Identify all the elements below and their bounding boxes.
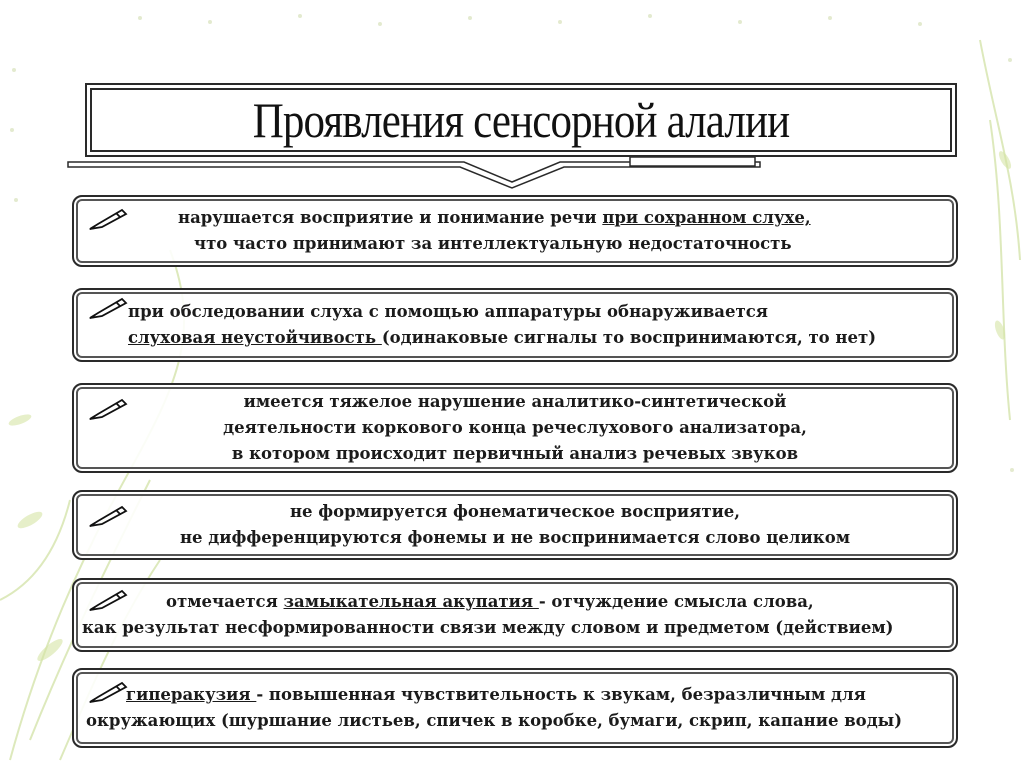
title-arrow-bar [0, 0, 1024, 200]
manifestation-item-5 [72, 578, 958, 652]
manifestation-item-2 [72, 288, 958, 362]
item-5-line-2: как результат несформированности связи между словом и предметом (действием) [82, 618, 894, 637]
item-3-line-3: в котором происходит первичный анализ речевых звуков [231, 444, 799, 463]
item-1-line-2: что часто принимают за интеллектуальную недостаточность [194, 234, 792, 253]
item-2-line-1: при обследовании слуха с помощью аппаратуры обнаруживается [128, 302, 768, 321]
manifestation-item-4 [72, 490, 958, 560]
item-1-underlined: при сохранном слухе, [602, 208, 811, 227]
item-2-underlined: слуховая неустойчивость [128, 328, 382, 347]
item-6-line-2: окружающих (шуршание листьев, спичек в коробке, бумаги, скрип, капание воды) [86, 711, 903, 730]
item-2-text-b: (одинаковые сигналы то воспринимаются, то нет) [381, 328, 877, 347]
item-6-underlined: гиперакузия [126, 685, 257, 704]
item-6-text-b: - повышенная чувствительность к звукам, безразличным для [256, 685, 866, 704]
item-5-text-b: - отчуждение смысла слова, [538, 592, 814, 611]
manifestation-item-6 [72, 668, 958, 748]
item-3-line-1: имеется тяжелое нарушение аналитико-синтетической [243, 392, 787, 411]
manifestation-item-1 [72, 195, 958, 267]
item-5-text-a: отмечается [166, 592, 284, 611]
item-1-text-a: нарушается восприятие и понимание речи [178, 208, 603, 227]
item-4-line-1: не формируется фонематическое восприятие, [289, 502, 741, 521]
page-title: Проявления сенсорной алалии [252, 92, 790, 148]
item-3-line-2: деятельности коркового конца речеслухового анализатора, [223, 418, 807, 437]
item-5-underlined: замыкательная акупатия [283, 592, 539, 611]
manifestation-item-3 [72, 383, 958, 473]
item-4-line-2: не дифференцируются фонемы и не воспринимается слово целиком [179, 528, 851, 547]
